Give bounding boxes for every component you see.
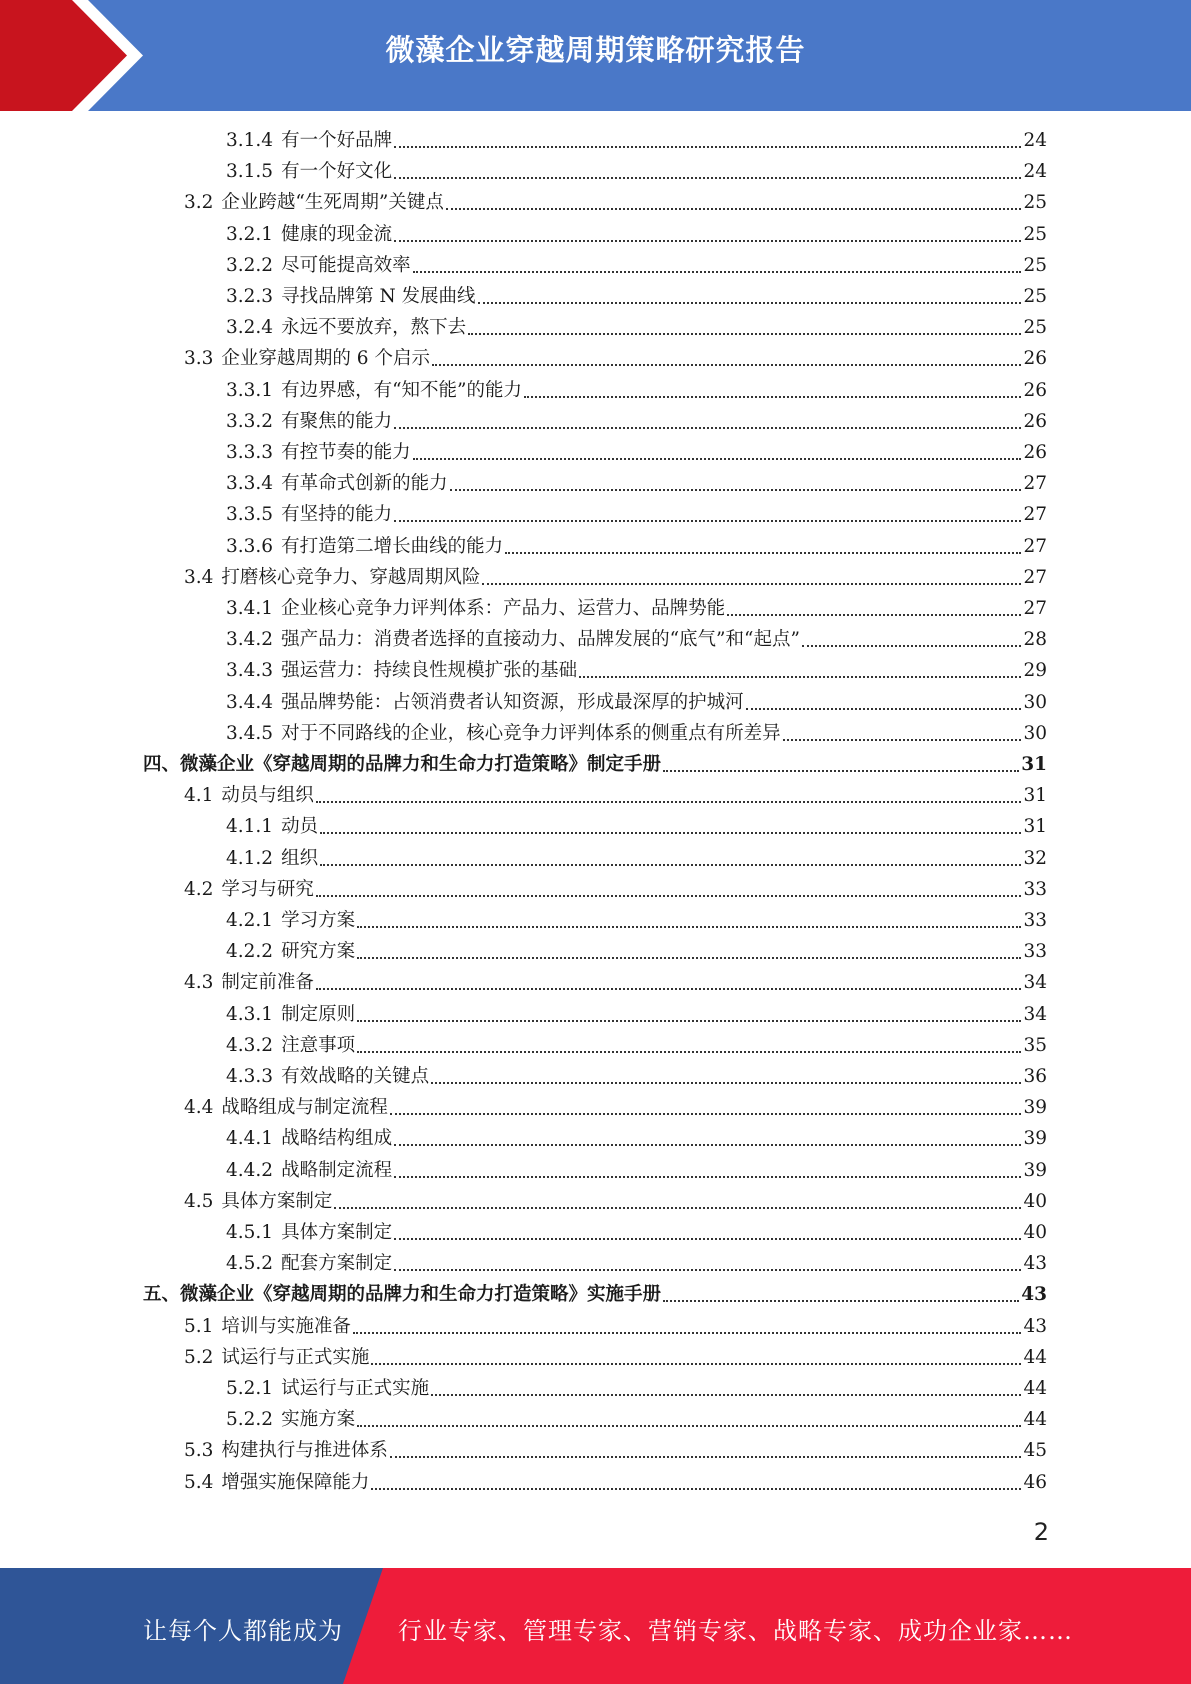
- toc-entry-number: 4.3.1: [226, 1003, 274, 1025]
- toc-entry-page: 35: [1023, 1034, 1047, 1056]
- toc-entry-number: 五、: [143, 1284, 181, 1306]
- footer-slogan-left: 让每个人都能成为: [143, 1617, 343, 1645]
- toc-leader-dots: [446, 208, 1022, 210]
- toc-entry-page: 31: [1021, 754, 1047, 775]
- toc-entry-title: 企业跨越“生死周期”关键点: [221, 192, 444, 214]
- toc-entry-title: 制定前准备: [221, 972, 314, 994]
- toc-entry[interactable]: [226, 1125, 1047, 1153]
- toc-entry[interactable]: [226, 720, 1047, 748]
- toc-entry[interactable]: [226, 501, 1047, 529]
- toc-entry-number: 4.4.1: [226, 1128, 274, 1150]
- toc-entry[interactable]: [226, 689, 1047, 717]
- toc-entry-number: 4.3.2: [226, 1034, 274, 1056]
- toc-entry-number: 4.3: [184, 972, 214, 994]
- toc-entry-number: 3.4.3: [226, 660, 274, 682]
- toc-entry-title: 具体方案制定: [221, 1190, 333, 1212]
- toc-entry[interactable]: [226, 1063, 1047, 1091]
- toc-entry-title: 微藻企业《穿越周期的品牌力和生命力打造策略》制定手册: [180, 754, 662, 775]
- toc-entry-page: 29: [1023, 660, 1047, 682]
- toc-entry[interactable]: [184, 1094, 1047, 1122]
- toc-entry-number: 3.3.1: [226, 379, 274, 401]
- toc-leader-dots: [371, 1363, 1021, 1365]
- toc-entry-title: 试运行与正式实施: [281, 1378, 430, 1399]
- page-number: 2: [1033, 1518, 1049, 1546]
- toc-entry-title: 研究方案: [281, 941, 356, 963]
- toc-entry-number: 3.4: [184, 566, 214, 588]
- toc-entry[interactable]: [226, 533, 1047, 561]
- toc-entry[interactable]: [184, 1469, 1047, 1497]
- toc-leader-dots: [746, 708, 1022, 710]
- toc-entry-number: 3.3.2: [226, 410, 274, 432]
- toc-entry-number: 4.1: [184, 785, 214, 807]
- toc-entry-page: 30: [1023, 722, 1047, 744]
- toc-entry-page: 25: [1023, 254, 1047, 276]
- toc-entry-page: 24: [1023, 161, 1047, 183]
- toc-entry-title: 有控节奏的能力: [281, 442, 411, 463]
- toc-entry[interactable]: [184, 1344, 1047, 1372]
- toc-entry-page: 40: [1023, 1222, 1047, 1243]
- toc-leader-dots: [413, 271, 1022, 273]
- toc-entry-title: 强产品力：消费者选择的直接动力、品牌发展的“底气”和“起点”: [281, 629, 800, 651]
- toc-entry-title: 注意事项: [281, 1034, 356, 1056]
- toc-entry-title: 有坚持的能力: [281, 504, 393, 526]
- toc-leader-dots: [357, 957, 1021, 959]
- toc-leader-dots: [579, 676, 1021, 678]
- toc-entry-number: 3.4.4: [226, 691, 274, 713]
- toc-entry-title: 有一个好文化: [281, 161, 393, 183]
- report-title: 微藻企业穿越周期策略研究报告: [385, 33, 806, 67]
- toc-entry-number: 4.4: [184, 1097, 214, 1119]
- toc-entry[interactable]: [226, 1032, 1047, 1060]
- toc-leader-dots: [663, 770, 1019, 772]
- toc-entry-page: 43: [1023, 1253, 1047, 1275]
- toc-leader-dots: [390, 1113, 1022, 1115]
- toc-leader-dots: [468, 333, 1021, 335]
- toc-entry-number: 4.3.3: [226, 1066, 274, 1087]
- toc-entry[interactable]: [226, 470, 1047, 498]
- toc-entry-title: 具体方案制定: [281, 1222, 393, 1243]
- toc-entry-page: 39: [1023, 1097, 1047, 1119]
- toc-leader-dots: [320, 864, 1021, 866]
- toc-leader-dots: [663, 1300, 1019, 1302]
- toc-leader-dots: [505, 552, 1021, 554]
- toc-entry-title: 寻找品牌第 N 发展曲线: [281, 286, 476, 307]
- toc-entry-page: 27: [1023, 473, 1047, 495]
- toc-entry[interactable]: [184, 345, 1047, 373]
- toc-entry-title: 实施方案: [281, 1409, 356, 1431]
- toc-leader-dots: [394, 240, 1021, 242]
- toc-entry-page: 36: [1023, 1066, 1047, 1087]
- toc-leader-dots: [320, 832, 1021, 834]
- toc-entry[interactable]: [184, 969, 1047, 997]
- toc-leader-dots: [357, 1020, 1021, 1022]
- toc-entry-number: 3.1.5: [226, 161, 274, 183]
- toc-entry-page: 34: [1023, 1003, 1047, 1025]
- toc-entry[interactable]: [226, 657, 1047, 685]
- toc-entry-number: 5.1: [184, 1315, 214, 1337]
- toc-leader-dots: [394, 177, 1021, 179]
- toc-entry[interactable]: [226, 158, 1047, 186]
- toc-entry-page: 43: [1023, 1315, 1047, 1337]
- toc-entry-page: 25: [1023, 317, 1047, 339]
- toc-entry[interactable]: [226, 252, 1047, 280]
- toc-entry-page: 28: [1023, 629, 1047, 651]
- toc-entry-title: 配套方案制定: [281, 1253, 393, 1275]
- toc-entry[interactable]: [184, 876, 1047, 904]
- toc-entry-page: 24: [1023, 130, 1047, 151]
- toc-entry-number: 5.2.1: [226, 1378, 274, 1399]
- toc-entry-page: 26: [1023, 348, 1047, 370]
- footer-banner: [0, 1568, 1191, 1684]
- toc-entry-title: 有打造第二增长曲线的能力: [281, 535, 504, 557]
- toc-entry[interactable]: [184, 1313, 1047, 1341]
- toc-entry-number: 5.2.2: [226, 1409, 274, 1431]
- toc-entry-title: 健康的现金流: [281, 223, 393, 245]
- header-bar: [0, 0, 1191, 111]
- toc-entry-page: 26: [1023, 442, 1047, 463]
- toc-entry-title: 强品牌势能：占领消费者认知资源，形成最深厚的护城河: [281, 691, 744, 713]
- toc-entry-page: 27: [1023, 535, 1047, 557]
- footer-slogan-right: 行业专家、管理专家、营销专家、战略专家、成功企业家……: [398, 1617, 1073, 1645]
- toc-entry-page: 27: [1023, 598, 1047, 619]
- toc-entry[interactable]: [226, 314, 1047, 342]
- toc-leader-dots: [413, 458, 1022, 460]
- toc-entry-title: 尽可能提高效率: [281, 254, 411, 276]
- toc-entry-page: 31: [1023, 785, 1047, 807]
- toc-entry-title: 组织: [281, 847, 319, 869]
- toc-entry[interactable]: [226, 1250, 1047, 1278]
- toc-entry[interactable]: [226, 907, 1047, 935]
- toc-leader-dots: [390, 1456, 1022, 1458]
- toc-entry-number: 4.1.2: [226, 847, 274, 869]
- toc-entry-number: 5.3: [184, 1440, 214, 1462]
- toc-entry[interactable]: [184, 564, 1047, 592]
- toc-entry-page: 34: [1023, 972, 1047, 994]
- toc-entry-title: 战略组成与制定流程: [221, 1097, 388, 1119]
- toc-leader-dots: [394, 520, 1021, 522]
- toc-entry-number: 3.2.1: [226, 223, 274, 245]
- toc-entry-number: 4.2.2: [226, 941, 274, 963]
- toc-entry-number: 3.4.2: [226, 629, 274, 651]
- toc-leader-dots: [394, 146, 1021, 148]
- toc-entry[interactable]: [226, 283, 1047, 311]
- toc-entry-title: 战略制定流程: [281, 1159, 393, 1181]
- toc-leader-dots: [357, 926, 1021, 928]
- toc-entry-page: 25: [1023, 192, 1047, 214]
- toc-leader-dots: [727, 614, 1021, 616]
- toc-entry-title: 制定原则: [281, 1003, 356, 1025]
- toc-leader-dots: [357, 1051, 1021, 1053]
- toc-entry[interactable]: [226, 1375, 1047, 1403]
- toc-entry[interactable]: [184, 189, 1047, 217]
- toc-entry-number: 3.3: [184, 348, 214, 370]
- toc-entry-title: 构建执行与推进体系: [221, 1440, 388, 1462]
- toc-entry-page: 39: [1023, 1159, 1047, 1181]
- toc-leader-dots: [482, 583, 1021, 585]
- toc-entry-number: 4.2.1: [226, 910, 274, 931]
- toc-entry[interactable]: [143, 1281, 1047, 1309]
- toc-leader-dots: [431, 1082, 1021, 1084]
- toc-entry-page: 33: [1023, 878, 1047, 900]
- toc-entry[interactable]: [226, 626, 1047, 654]
- toc-entry-number: 3.2: [184, 192, 214, 214]
- toc-entry-page: 30: [1023, 691, 1047, 713]
- toc-entry-title: 微藻企业《穿越周期的品牌力和生命力打造策略》实施手册: [180, 1284, 662, 1306]
- toc-entry[interactable]: [184, 1437, 1047, 1465]
- toc-entry-title: 企业穿越周期的 6 个启示: [221, 348, 430, 370]
- toc-entry-number: 4.1.1: [226, 816, 274, 838]
- toc-leader-dots: [432, 364, 1021, 366]
- toc-entry-number: 5.2: [184, 1346, 214, 1368]
- toc-entry-page: 25: [1023, 286, 1047, 307]
- toc-entry-title: 动员与组织: [221, 785, 314, 807]
- toc-entry[interactable]: [226, 377, 1047, 405]
- toc-entry[interactable]: [226, 813, 1047, 841]
- toc-entry-page: 45: [1023, 1440, 1047, 1462]
- toc-entry-number: 5.4: [184, 1471, 214, 1493]
- toc-entry-page: 31: [1023, 816, 1047, 838]
- toc-entry-page: 44: [1023, 1409, 1047, 1431]
- toc-entry-number: 3.1.4: [226, 130, 274, 151]
- toc-entry-number: 4.2: [184, 878, 214, 900]
- toc-entry-title: 培训与实施准备: [221, 1315, 351, 1337]
- toc-entry-title: 有革命式创新的能力: [281, 473, 448, 495]
- toc-entry-page: 26: [1023, 410, 1047, 432]
- toc-entry-title: 试运行与正式实施: [221, 1346, 370, 1368]
- toc-entry-page: 44: [1023, 1378, 1047, 1399]
- toc-leader-dots: [334, 1207, 1021, 1209]
- toc-leader-dots: [394, 1238, 1021, 1240]
- toc-entry-page: 27: [1023, 566, 1047, 588]
- toc-entry[interactable]: [226, 439, 1047, 467]
- toc-entry-number: 4.5.1: [226, 1222, 274, 1243]
- toc-entry[interactable]: [226, 1001, 1047, 1029]
- toc-leader-dots: [394, 1269, 1021, 1271]
- toc-entry-number: 3.2.4: [226, 317, 274, 339]
- toc-entry-page: 25: [1023, 223, 1047, 245]
- toc-leader-dots: [450, 489, 1022, 491]
- toc-entry-number: 3.3.4: [226, 473, 274, 495]
- toc-entry[interactable]: [226, 127, 1047, 155]
- toc-entry-title: 永远不要放弃，熬下去: [281, 317, 467, 339]
- toc-leader-dots: [394, 1144, 1021, 1146]
- toc-entry-number: 4.5.2: [226, 1253, 274, 1275]
- toc-leader-dots: [802, 645, 1022, 647]
- toc-entry-number: 3.4.5: [226, 722, 274, 744]
- toc-entry-number: 4.4.2: [226, 1159, 274, 1181]
- toc-leader-dots: [783, 739, 1022, 741]
- toc-entry-page: 44: [1023, 1346, 1047, 1368]
- toc-entry-page: 26: [1023, 379, 1047, 401]
- toc-entry[interactable]: [226, 1157, 1047, 1185]
- toc-leader-dots: [357, 1425, 1021, 1427]
- toc-entry-number: 3.4.1: [226, 598, 274, 619]
- toc-entry-number: 3.2.2: [226, 254, 274, 276]
- toc-entry-number: 3.3.5: [226, 504, 274, 526]
- toc-entry-title: 强运营力：持续良性规模扩张的基础: [281, 660, 578, 682]
- toc-entry-title: 企业核心竞争力评判体系：产品力、运营力、品牌势能: [281, 598, 726, 619]
- toc-entry[interactable]: [226, 595, 1047, 623]
- toc-leader-dots: [316, 801, 1022, 803]
- toc-entry-page: 32: [1023, 847, 1047, 869]
- toc-entry-page: 33: [1023, 941, 1047, 963]
- toc-entry-title: 学习方案: [281, 910, 356, 931]
- toc-entry-page: 27: [1023, 504, 1047, 526]
- toc-entry-number: 4.5: [184, 1190, 214, 1212]
- toc-entry[interactable]: [226, 845, 1047, 873]
- toc-leader-dots: [316, 895, 1022, 897]
- toc-entry-title: 有聚焦的能力: [281, 410, 393, 432]
- toc-entry-title: 学习与研究: [221, 878, 314, 900]
- toc-entry[interactable]: [226, 938, 1047, 966]
- toc-entry[interactable]: [184, 1188, 1047, 1216]
- toc-entry-title: 有效战略的关键点: [281, 1066, 430, 1087]
- toc-leader-dots: [394, 427, 1021, 429]
- toc-leader-dots: [431, 1394, 1021, 1396]
- toc-leader-dots: [353, 1332, 1022, 1334]
- toc-entry-number: 3.3.6: [226, 535, 274, 557]
- toc-leader-dots: [524, 396, 1021, 398]
- toc-entry-title: 动员: [281, 816, 319, 838]
- toc-leader-dots: [478, 302, 1022, 304]
- toc-entry-number: 四、: [143, 754, 181, 775]
- toc-entry-page: 33: [1023, 910, 1047, 931]
- toc-entry-title: 增强实施保障能力: [221, 1471, 370, 1493]
- toc-entry-number: 3.2.3: [226, 286, 274, 307]
- toc-entry-page: 46: [1023, 1471, 1047, 1493]
- toc-leader-dots: [394, 1176, 1021, 1178]
- toc-entry[interactable]: [143, 751, 1047, 779]
- toc-entry-page: 39: [1023, 1128, 1047, 1150]
- toc-entry-title: 有边界感，有“知不能”的能力: [281, 379, 522, 401]
- toc-entry-page: 40: [1023, 1190, 1047, 1212]
- toc-leader-dots: [371, 1488, 1021, 1490]
- toc-entry[interactable]: [226, 408, 1047, 436]
- toc-entry-title: 对于不同路线的企业，核心竞争力评判体系的侧重点有所差异: [281, 722, 781, 744]
- toc-entry-title: 打磨核心竞争力、穿越周期风险: [221, 566, 481, 588]
- toc-entry[interactable]: [226, 1219, 1047, 1247]
- toc-entry-title: 有一个好品牌: [281, 130, 393, 151]
- toc-entry-page: 43: [1021, 1284, 1047, 1306]
- toc-entry-number: 3.3.3: [226, 442, 274, 463]
- toc-entry[interactable]: [226, 221, 1047, 249]
- toc-leader-dots: [316, 988, 1022, 990]
- toc-entry-title: 战略结构组成: [281, 1128, 393, 1150]
- toc-entry[interactable]: [184, 782, 1047, 810]
- toc-entry[interactable]: [226, 1406, 1047, 1434]
